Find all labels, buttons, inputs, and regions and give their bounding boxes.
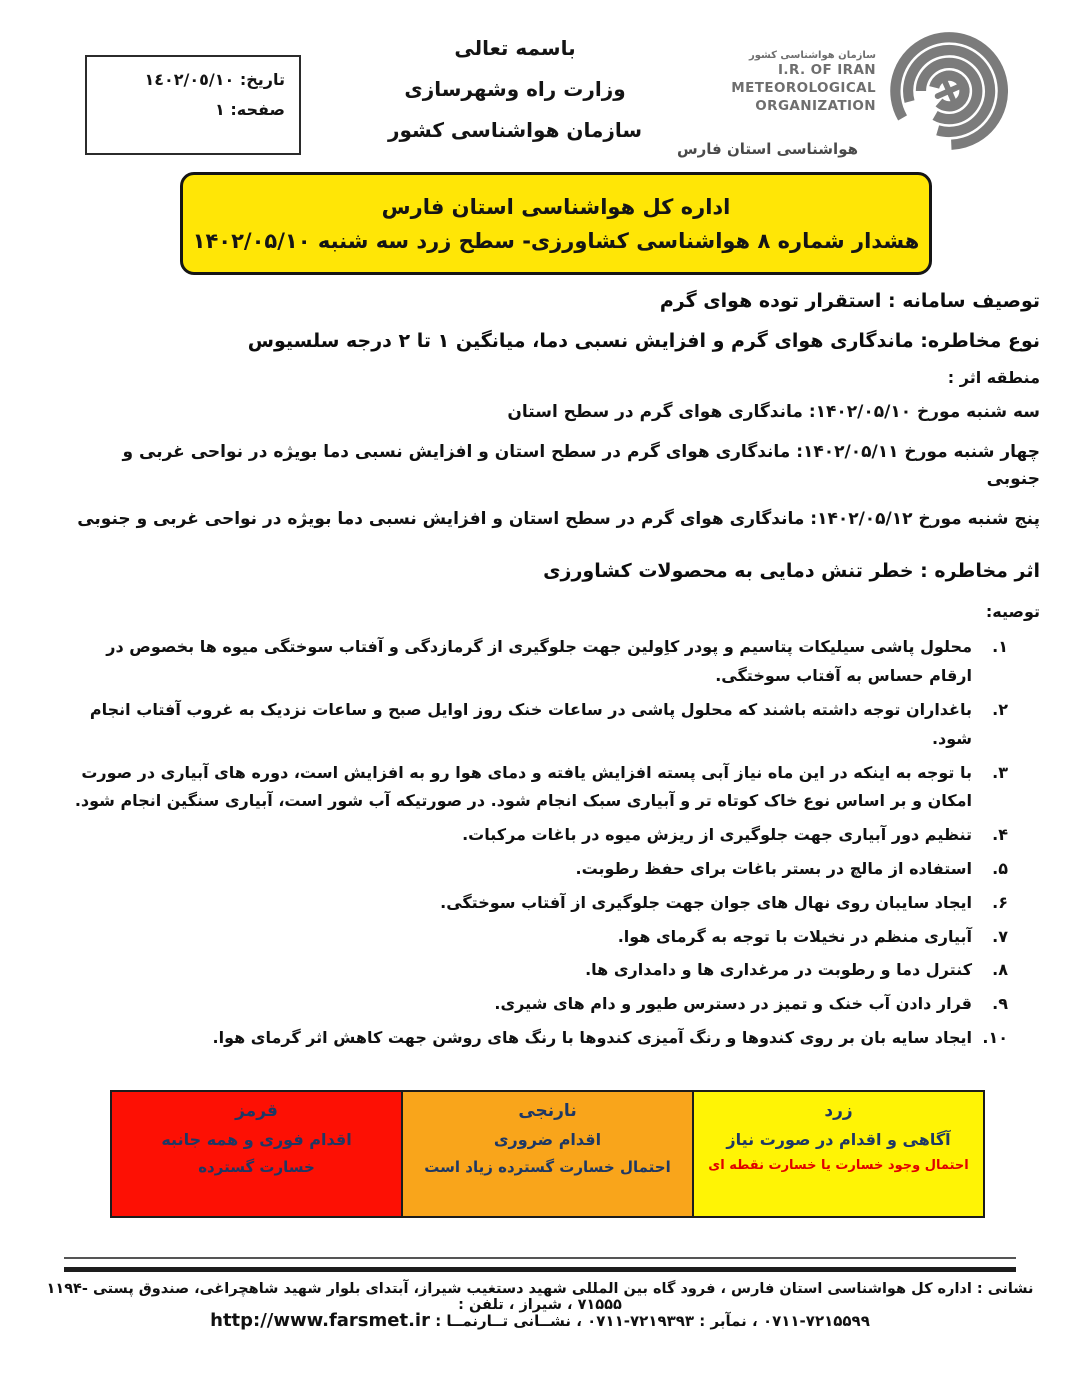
page-number-label: صفحه: ١	[215, 100, 285, 120]
level-orange-name: نارنجی	[518, 1101, 577, 1121]
logo-en-line2: METEOROLOGICAL	[731, 80, 876, 97]
advice-item-text: ایجاد سایبان روی نهال های جوان جهت جلوگیری از آفتاب سوختگی.	[440, 892, 972, 912]
ministry-title: وزارت راه وشهرسازی	[404, 77, 626, 101]
date-label: تاریخ: ١٤٠٢/٠٥/١٠	[144, 70, 285, 89]
advice-item-text: باغداران توجه داشته باشند که محلول پاشی در ساعات خنک روز اوایل صبح و ساعات نزدیک به غروب آفتاب انجام شود.	[89, 699, 972, 748]
banner-warning-title: هشدار شماره ۸ هواشناسی کشاورزی- سطح زرد سه شنبه ۱۴۰۲/۰۵/۱۰	[192, 228, 920, 253]
letterhead-titles	[350, 28, 680, 151]
advice-item	[72, 855, 1040, 884]
footer-phone-number: ۰۷۱۱-۷۲۱۵۵۹۹	[762, 1312, 870, 1330]
forecast-day-2: چهار شنبه مورخ ۱۴۰۲/۰۵/۱۱: ماندگاری هوای گرم در سطح استان و افزایش نسبی دما بویژه در نواحی غربی و جنوبی	[122, 442, 1040, 489]
footer-address-text: نشانی : اداره کل هواشناسی استان فارس ، فرود گاه بین المللی شهید دستغیب شیراز، آبتدای بلوار شهید شاهچراغی، صندوق پستی	[87, 1281, 1034, 1297]
footer-address-tail: ، شیراز ، تلفن :	[458, 1297, 578, 1313]
level-box-yellow	[694, 1090, 985, 1218]
level-yellow-action: آگاهی و اقدام در صورت نیاز	[726, 1130, 951, 1149]
footer-fax-number: ۰۷۱۱-۷۲۱۹۳۹۳	[587, 1312, 695, 1330]
footer-contact-line	[40, 1310, 1040, 1331]
advice-item-number: ۹.	[992, 994, 1008, 1014]
advice-item-text: تنظیم دور آبیاری جهت جلوگیری از ریزش میوه در باغات مرکبات.	[462, 825, 972, 845]
footer-address-line	[40, 1281, 1040, 1313]
forecast-day-3: پنج شنبه مورخ ۱۴۰۲/۰۵/۱۲: ماندگاری هوای گرم در سطح استان و افزایش نسبی دما بویژه در نواحی غربی و جنوبی	[77, 509, 1040, 530]
advice-item	[72, 821, 1040, 850]
level-red-action: اقدام فوری و همه جانبه	[161, 1130, 352, 1149]
advice-item-number: ۵.	[992, 858, 1008, 878]
level-red-name: قرمز	[235, 1101, 278, 1121]
warning-level-legend	[110, 1090, 985, 1218]
advice-item-text: ایجاد سایه بان بر روی کندوها و رنگ آمیزی کندوها با رنگ های روشن جهت کاهش اثر گرمای هوا.	[212, 1027, 972, 1047]
advice-item	[72, 923, 1040, 952]
level-yellow-damage: احتمال وجود خسارت یا خسارت نقطه ای	[708, 1158, 969, 1173]
organization-title: سازمان هواشناسی کشور	[387, 118, 643, 142]
advice-item	[72, 696, 1040, 754]
forecast-day-1: سه شنبه مورخ ۱۴۰۲/۰۵/۱۰: ماندگاری هوای گرم در سطح استان	[507, 402, 1040, 422]
advice-item	[72, 1024, 1040, 1053]
spiral-logo-icon	[880, 22, 1008, 160]
footer-fax-label: ، نمآبر :	[694, 1312, 763, 1330]
advice-item-number: ۶.	[992, 892, 1008, 912]
advice-item-text: با توجه به اینکه در این ماه نیاز آبی پسته افزایش یافته و دمای هوا رو به افزایش است، دوره های آبیاری در صورت امکان و بر اساس نوع خاک کوتاه تر و آبیاری سبک انجام شود. در صورتیکه آب شور است، آبیاری سنگین انجام شود.	[74, 762, 972, 811]
advice-label: توصیه:	[985, 602, 1040, 622]
advice-item-number: ۱۰.	[982, 1027, 1008, 1047]
level-orange-damage: احتمال خسارت گسترده زیاد است	[424, 1158, 671, 1176]
advice-list	[72, 633, 1040, 1052]
level-orange-action: اقدام ضروری	[493, 1130, 602, 1149]
advice-item	[72, 990, 1040, 1019]
document-body	[72, 290, 1040, 1058]
advice-item-text: آبیاری منظم در نخیلات با توجه به گرمای هوا.	[617, 926, 972, 946]
affected-area-label: منطقه اثر :	[947, 368, 1040, 387]
footer-website-label: ، نشــانی تــارنمــا :	[429, 1312, 588, 1330]
system-description: توصیف سامانه : استقرار توده هوای گرم	[659, 290, 1040, 312]
advice-item-number: ۳.	[992, 762, 1008, 782]
advice-item-text: محلول پاشی سیلیکات پتاسیم و پودر کاِولین جهت جلوگیری از گرمازدگی و آفتاب سوختگی میوه ها بخصوص در ارقام حساس به آفتاب سوختگی.	[106, 637, 972, 686]
logo-en-line1: I.R. OF IRAN	[778, 62, 876, 78]
warning-banner	[180, 172, 932, 275]
hazard-type: نوع مخاطره: ماندگاری هوای گرم و افزایش نسبی دما، میانگین ۱ تا ۲ درجه سلسیوس	[247, 330, 1040, 352]
logo-en-line3: ORGANIZATION	[755, 98, 876, 115]
advice-item-number: ۱.	[992, 637, 1008, 657]
advice-item-number: ۲.	[992, 699, 1008, 719]
banner-office-title: اداره کل هواشناسی استان فارس	[381, 194, 731, 219]
advice-item	[72, 889, 1040, 918]
level-yellow-name: زرد	[824, 1101, 853, 1121]
logo-fa-caption: سازمان هواشناسی کشور	[748, 50, 876, 61]
advice-item	[72, 633, 1040, 691]
advice-item	[72, 759, 1040, 817]
advice-item	[72, 956, 1040, 985]
logo-province-caption: هواشناسی استان فارس	[676, 140, 858, 158]
footer-website-url: http://www.farsmet.ir	[210, 1310, 430, 1331]
advice-item-number: ۴.	[992, 825, 1008, 845]
level-box-red	[110, 1090, 403, 1218]
bismillah-text: باسمه تعالی	[454, 36, 576, 60]
advice-item-text: استفاده از مالچ در بستر باغات برای حفظ رطوبت.	[575, 858, 972, 878]
footer-postal-code: ۱۱۹۴- ۷۱۵۵۵	[46, 1281, 622, 1313]
hazard-effect: اثر مخاطره : خطر تنش دمایی به محصولات کشاورزی	[543, 560, 1040, 583]
footer-rule-thick	[64, 1267, 1016, 1272]
advice-item-text: قرار دادن آب خنک و تمیز در دسترس طیور و دام های شیری.	[494, 994, 972, 1014]
advice-item-text: کنترل دما و رطوبت در مرغداری ها و دامداری ها.	[585, 960, 972, 980]
level-red-damage: خسارت گسترده	[198, 1158, 315, 1176]
advice-item-number: ۸.	[992, 960, 1008, 980]
advice-item-number: ۷.	[992, 926, 1008, 946]
date-page-box	[85, 55, 301, 155]
level-box-orange	[403, 1090, 694, 1218]
met-org-logo-block	[676, 22, 1008, 172]
logo-text-column	[731, 50, 876, 116]
footer-rule-thin	[64, 1257, 1016, 1259]
